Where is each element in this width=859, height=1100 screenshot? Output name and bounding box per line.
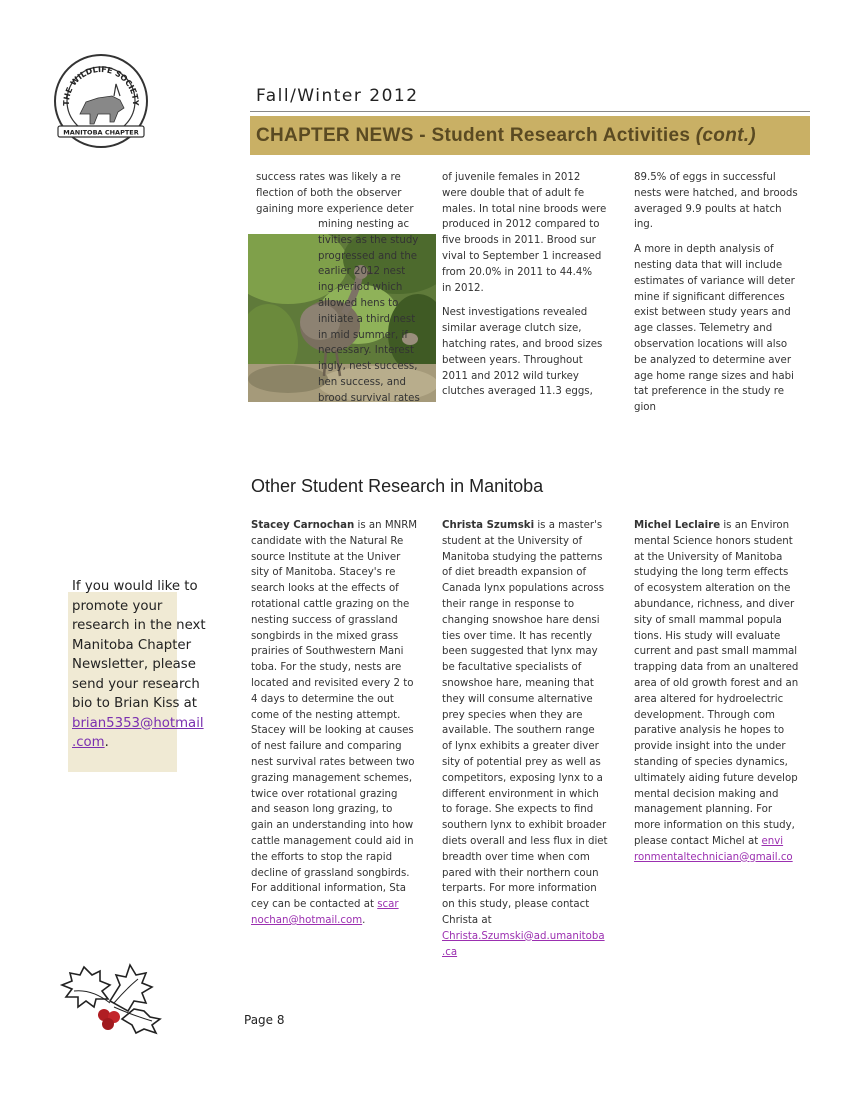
bio-line: of ecosystem alteration on the — [634, 583, 791, 595]
bio-name: Christa Szumski — [442, 520, 535, 531]
bio-line: studying the long term effects — [634, 567, 789, 579]
bio-michel — [634, 518, 819, 866]
promo-line: If you would like to — [72, 579, 198, 594]
article-line: observation locations will also — [634, 338, 788, 350]
article-line: in mid summer, if — [318, 329, 408, 341]
bio-line: of diet breadth expansion of — [442, 567, 587, 579]
bio-line: student at the University of — [442, 535, 583, 547]
article-line: averaged 9.9 poults at hatch — [634, 203, 782, 215]
bio-line: cey can be contacted at — [251, 899, 378, 911]
promo-punct: . — [104, 735, 109, 750]
logo-bottom-text: MANITOBA CHAPTER — [63, 128, 139, 137]
bio-line: more information on this study, — [634, 820, 795, 832]
bio-line: Canada lynx populations across — [442, 583, 604, 595]
promo-line: research in the next — [72, 618, 206, 633]
bio-punct: . — [362, 914, 366, 926]
article-column-1 — [256, 170, 436, 217]
bio-line: gain an understanding into how — [251, 820, 414, 832]
bio-christa — [442, 518, 627, 960]
bio-line: management planning. For — [634, 804, 773, 816]
article-line: hatching rates, and brood sizes — [442, 338, 603, 350]
bio-line: rotational cattle grazing on the — [251, 598, 410, 610]
bio-line: of nest failure and comparing — [251, 741, 402, 753]
bio-line: and season long grazing, to — [251, 804, 393, 816]
article-line: vival to September 1 increased — [442, 250, 602, 262]
article-line: flection of both the observer — [256, 187, 402, 199]
article-line: of juvenile females in 2012 — [442, 172, 581, 183]
article-line: gion — [634, 402, 656, 414]
bio-line: to forage. She expects to find — [442, 804, 594, 816]
bio-line: nest survival rates between two — [251, 756, 415, 768]
article-column-2 — [442, 170, 622, 409]
bio-line: ties over time. It has recently — [442, 630, 592, 642]
bio-line: 4 days to determine the out — [251, 693, 394, 705]
banner-title-cont: (cont.) — [695, 125, 756, 146]
promo-text — [72, 577, 212, 753]
article-line: be analyzed to determine aver — [634, 354, 792, 366]
bio-line: competitors, exposing lynx to a — [442, 772, 603, 784]
article-line: gaining more experience deter — [256, 203, 414, 215]
article-line: nesting data that will include — [634, 259, 783, 271]
article-line: tivities as the study — [318, 234, 419, 246]
article-line: mining nesting ac — [318, 219, 410, 230]
bio-line: at the University of Manitoba — [634, 551, 783, 563]
bio-line: breadth over time when com — [442, 851, 590, 863]
promo-email-link[interactable]: brian5353@hotmail — [72, 715, 204, 731]
bio-line: different environment in which — [442, 788, 599, 800]
article-line: mine if significant differences — [634, 291, 785, 303]
bio-line: pared with their northern coun — [442, 867, 599, 879]
banner-title — [256, 125, 756, 147]
header-rule — [250, 111, 810, 112]
article-line: exist between study years and — [634, 307, 791, 319]
article-line: ing. — [634, 219, 653, 231]
issue-date: Fall/Winter 2012 — [256, 86, 419, 106]
promo-line: bio to Brian Kiss at — [72, 696, 198, 711]
email-link-stacey-cont[interactable]: nochan@hotmail.com — [251, 914, 363, 926]
bio-line: cattle management could aid in — [251, 835, 414, 847]
bio-line: sity of small mammal popula — [634, 614, 782, 626]
promo-line: Manitoba Chapter — [72, 637, 192, 653]
article-line: 2011 and 2012 wild turkey — [442, 370, 579, 382]
bio-line: area altered for hydroelectric — [634, 693, 784, 705]
bio-line: snowshoe hare, meaning that — [442, 677, 594, 689]
promo-line: Newsletter, please — [72, 657, 196, 672]
bio-line: terparts. For more information — [442, 883, 597, 895]
email-link-christa[interactable]: Christa.Szumski@ad.umanitoba — [442, 930, 605, 942]
bio-line: candidate with the Natural Re — [251, 535, 404, 547]
section-heading: Other Student Research in Manitoba — [251, 476, 544, 496]
article-line: in 2012. — [442, 282, 484, 294]
bio-line: tions. His study will evaluate — [634, 630, 781, 642]
bio-line: Manitoba studying the patterns — [442, 551, 603, 563]
article-line: necessary. Interest — [318, 345, 414, 357]
bio-line: twice over rotational grazing — [251, 788, 398, 800]
promo-line: promote your — [72, 598, 163, 614]
article-line: brood survival rates — [318, 392, 420, 404]
bio-line: be facultative specialists of — [442, 662, 582, 674]
bio-name: Stacey Carnochan — [251, 520, 355, 531]
promo-line: send your research — [72, 676, 200, 692]
bio-line: they will consume alternative — [442, 693, 593, 705]
article-line: A more in depth analysis of — [634, 244, 774, 256]
bio-line: grazing management schemes, — [251, 772, 413, 784]
bio-line: trapping data from an unaltered — [634, 662, 799, 674]
article-line: age classes. Telemetry and — [634, 323, 773, 335]
bio-stacey — [251, 518, 436, 929]
article-line: success rates was likely a re — [256, 172, 401, 183]
bio-line: parative analysis he hopes to — [634, 725, 785, 737]
article-column-3 — [634, 170, 814, 425]
article-paragraph — [442, 305, 622, 400]
bio-line: Christa at — [442, 914, 492, 926]
bio-line: mental decision making and — [634, 788, 779, 800]
banner-title-main: CHAPTER NEWS - Student Research Activities — [256, 125, 691, 146]
bio-line: source Institute at the Univer — [251, 551, 401, 563]
article-line: ingly, nest success, — [318, 361, 418, 373]
article-line: Nest investigations revealed — [442, 307, 588, 319]
bio-line: the efforts to stop the rapid — [251, 851, 393, 863]
email-link-stacey[interactable]: scar — [377, 899, 399, 911]
article-line: tat preference in the study re — [634, 386, 785, 398]
article-line: earlier 2012 nest — [318, 266, 406, 278]
article-line: produced in 2012 compared to — [442, 219, 600, 231]
promo-email-link-cont[interactable]: .com — [72, 735, 105, 750]
article-line: five broods in 2011. Brood sur — [442, 235, 596, 247]
article-line: hen success, and — [318, 376, 406, 388]
bio-line: changing snowshoe hare densi — [442, 614, 600, 626]
bio-line: their range in response to — [442, 598, 575, 610]
bio-line: mental Science honors student — [634, 535, 793, 547]
page-number: Page 8 — [244, 1013, 285, 1027]
article-paragraph — [442, 170, 622, 296]
article-paragraph — [634, 242, 814, 416]
bio-line: search looks at the effects of — [251, 583, 399, 595]
bio-line: available. The southern range — [442, 725, 595, 737]
article-line: progressed and the — [318, 250, 418, 262]
holly-icon — [52, 945, 164, 1035]
article-line: estimates of variance will deter — [634, 275, 795, 287]
bio-name: Michel Leclaire — [634, 520, 721, 531]
bio-line: come of the nesting attempt. — [251, 709, 401, 721]
article-line: allowed hens to — [318, 297, 399, 309]
bio-line: located and revisited every 2 to — [251, 677, 414, 689]
bio-line: of lynx exhibits a greater diver — [442, 741, 599, 753]
logo-top-text: THE WILDLIFE SOCIETY — [61, 64, 141, 106]
email-link-michel-cont[interactable]: ronmentaltechnician@gmail.co — [634, 851, 793, 863]
bio-line: decline of grassland songbirds. — [251, 867, 410, 879]
bio-line: prairies of Southwestern Mani — [251, 646, 404, 658]
bio-line: development. Through com — [634, 709, 775, 721]
bio-line: standing of species dynamics, — [634, 756, 788, 768]
bio-line: on this study, please contact — [442, 899, 590, 911]
article-line: similar average clutch size, — [442, 323, 582, 335]
bio-line: sity of potential prey as well as — [442, 756, 601, 768]
article-column-1-wrap — [318, 217, 430, 407]
bio-line: been suggested that lynx may — [442, 646, 598, 658]
bio-line: current and past small mammal — [634, 646, 798, 658]
bio-line: toba. For the study, nests are — [251, 662, 402, 674]
bio-line: abundance, richness, and diver — [634, 598, 795, 610]
article-line: from 20.0% in 2011 to 44.4% — [442, 266, 593, 278]
bio-line: ultimately aiding future develop — [634, 772, 798, 784]
article-line: nests were hatched, and broods — [634, 187, 798, 199]
bio-line: prey species when they are — [442, 709, 583, 721]
bio-line: is an Environ — [720, 520, 790, 531]
bio-line: is a master's — [534, 520, 603, 531]
article-line: 89.5% of eggs in successful — [634, 172, 776, 183]
bio-line: diets overall and less flux in diet — [442, 835, 608, 847]
article-line: males. In total nine broods were — [442, 203, 607, 215]
bio-line: please contact Michel at — [634, 835, 762, 847]
article-line: clutches averaged 11.3 eggs, — [442, 386, 593, 398]
bio-line: songbirds in the mixed grass — [251, 630, 399, 642]
bio-line: Stacey will be looking at causes — [251, 725, 414, 737]
bio-line: southern lynx to exhibit broader — [442, 820, 607, 832]
article-paragraph — [634, 170, 814, 233]
wildlife-society-logo — [52, 52, 150, 150]
bio-line: provide insight into the under — [634, 741, 786, 753]
bio-line: nesting success of grassland — [251, 614, 398, 626]
article-line: were double that of adult fe — [442, 187, 585, 199]
article-line: age home range sizes and habi — [634, 370, 794, 382]
bio-line: area of old growth forest and an — [634, 677, 799, 689]
bio-line: For additional information, Sta — [251, 883, 406, 895]
bio-line: is an MNRM — [354, 520, 418, 531]
article-line: ing period which — [318, 282, 403, 294]
article-line: initiate a third nest — [318, 313, 416, 325]
email-link-michel[interactable]: envi — [761, 835, 784, 847]
bio-line: sity of Manitoba. Stacey's re — [251, 567, 396, 579]
article-line: between years. Throughout — [442, 354, 583, 366]
email-link-christa-cont[interactable]: .ca — [442, 946, 458, 958]
